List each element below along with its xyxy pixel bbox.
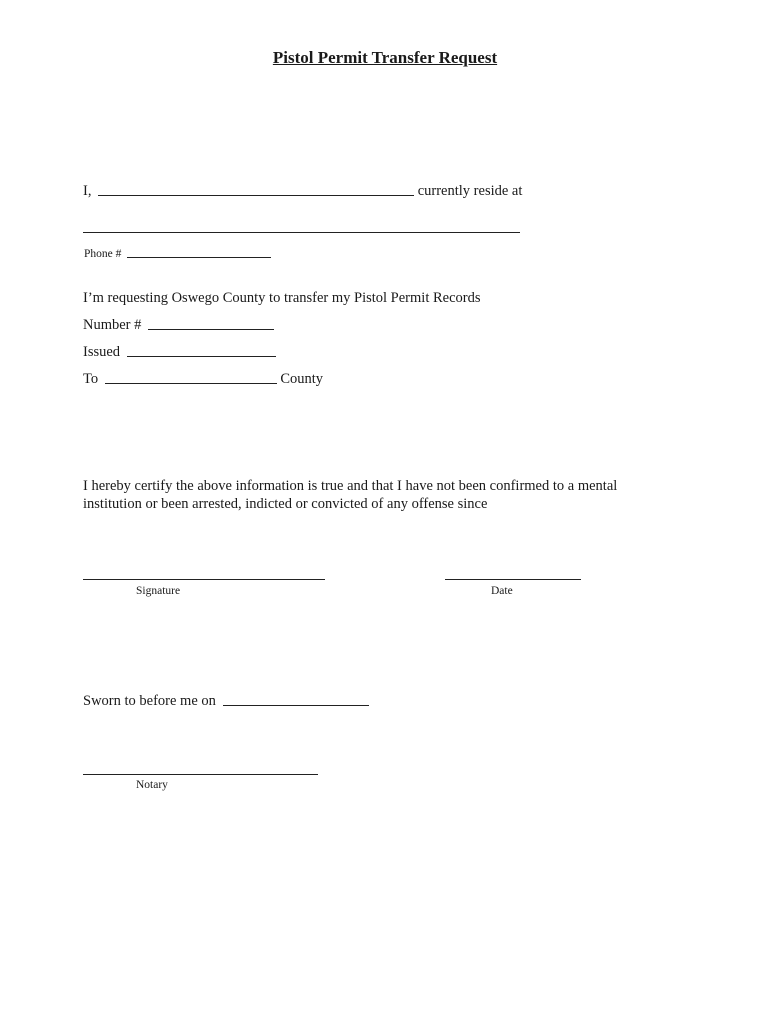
- certify-line-1: I hereby certify the above information is true and that I have not been confirmed to a mental: [83, 478, 618, 494]
- county-label: County: [280, 371, 324, 387]
- request-text: I’m requesting Oswego County to transfer my Pistol Permit Records: [83, 290, 481, 306]
- certify-line-2: institution or been arrested, indicted or convicted of any offense since: [83, 496, 488, 512]
- sworn-label: Sworn to before me on: [83, 693, 216, 709]
- signature-label: Signature: [136, 585, 181, 597]
- date-label: Date: [491, 585, 513, 597]
- issued-field[interactable]: [127, 355, 276, 357]
- phone-field[interactable]: [127, 256, 271, 258]
- number-field[interactable]: [148, 328, 274, 330]
- date-field[interactable]: [445, 579, 581, 580]
- signature-field[interactable]: [83, 579, 325, 580]
- name-suffix: currently reside at: [417, 183, 523, 199]
- to-county-row: [83, 370, 323, 388]
- number-label: Number #: [83, 317, 142, 333]
- address-field[interactable]: [83, 232, 520, 233]
- issued-row: [83, 343, 276, 361]
- notary-label: Notary: [136, 779, 168, 791]
- phone-label: Phone #: [84, 248, 122, 260]
- issued-label: Issued: [83, 344, 121, 360]
- name-field[interactable]: [98, 194, 414, 196]
- page-title: Pistol Permit Transfer Request: [272, 48, 498, 67]
- to-label: To: [83, 371, 99, 387]
- sworn-row: [83, 692, 369, 710]
- phone-row: [84, 247, 271, 261]
- number-row: [83, 316, 274, 334]
- notary-field[interactable]: [83, 774, 318, 775]
- sworn-date-field[interactable]: [223, 704, 369, 706]
- name-row: [83, 182, 522, 200]
- county-field[interactable]: [105, 382, 277, 384]
- name-prefix: I,: [83, 183, 92, 199]
